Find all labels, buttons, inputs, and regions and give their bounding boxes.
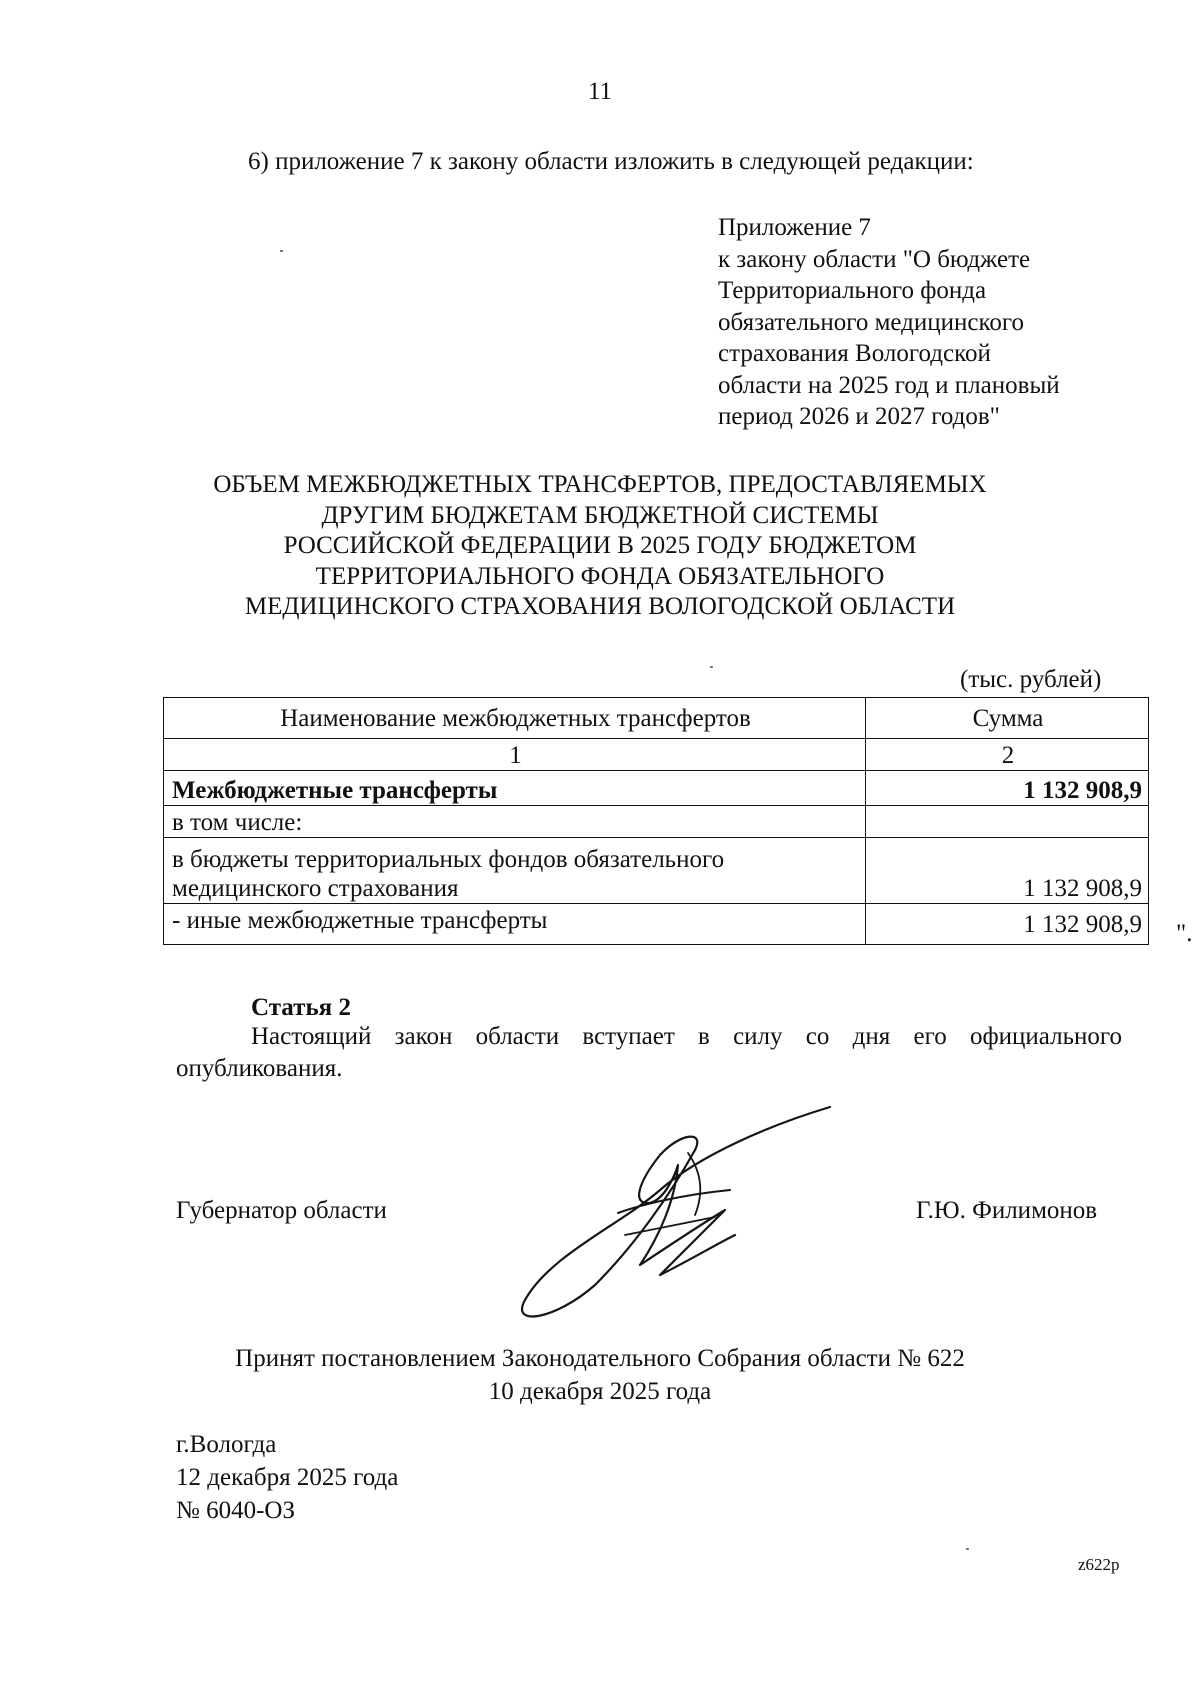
document-code: z622p: [1078, 1555, 1120, 1574]
row-name: в том числе:: [164, 806, 866, 838]
transfers-table: [163, 697, 1149, 945]
row-amount: 1 132 908,9: [866, 771, 1149, 806]
title-line: ОБЪЕМ МЕЖБЮДЖЕТНЫХ ТРАНСФЕРТОВ, ПРЕДОСТАВЛЯЕМЫХ: [213, 471, 987, 498]
adoption-note: [0, 1342, 1200, 1408]
row-amount: 1 132 908,9: [866, 838, 1149, 904]
city: г.Вологда: [176, 1431, 277, 1458]
adoption-date: 10 декабря 2025 года: [488, 1378, 712, 1405]
appendix-line: области на 2025 год и плановый: [718, 371, 1060, 399]
amendment-text: 6) приложение 7 к закону области изложить в следующей редакции:: [248, 148, 974, 175]
row-amount: 1 132 908,9: [866, 904, 1149, 945]
column-number: 2: [866, 739, 1149, 771]
title-line: РОССИЙСКОЙ ФЕДЕРАЦИИ В 2025 ГОДУ БЮДЖЕТОМ: [283, 532, 917, 559]
governor-position: Губернатор области: [176, 1197, 387, 1224]
adoption-line: Принят постановлением Законодательного Собрания области № 622: [235, 1345, 965, 1372]
article-heading: Статья 2: [251, 994, 351, 1021]
closing-quote-mark: ".: [1176, 920, 1193, 947]
row-amount: [866, 806, 1149, 838]
table-row: [164, 904, 1149, 945]
handwritten-signature: [500, 1095, 840, 1325]
row-name: - иные межбюджетные трансферты: [164, 904, 866, 945]
title-line: ДРУГИМ БЮДЖЕТАМ БЮДЖЕТНОЙ СИСТЕМЫ: [321, 501, 879, 529]
place-date-number: [176, 1428, 398, 1527]
table-row: [164, 806, 1149, 838]
signing-date: 12 декабря 2025 года: [176, 1464, 399, 1491]
scan-speck: [710, 666, 713, 668]
appendix-line: страхования Вологодской: [718, 340, 991, 367]
title-line: МЕДИЦИНСКОГО СТРАХОВАНИЯ ВОЛОГОДСКОЙ ОБЛАСТИ: [244, 593, 956, 620]
header-amount: Сумма: [866, 698, 1149, 739]
column-number-row: [164, 739, 1149, 771]
title-line: ТЕРРИТОРИАЛЬНОГО ФОНДА ОБЯЗАТЕЛЬНОГО: [315, 562, 885, 590]
appendix-line: обязательного медицинского: [718, 308, 1025, 336]
column-number: 1: [164, 739, 866, 771]
appendix-line: Приложение 7: [718, 214, 871, 241]
table-unit: (тыс. рублей): [960, 666, 1102, 693]
governor-name: Г.Ю. Филимонов: [916, 1197, 1098, 1224]
appendix-reference: [718, 212, 1060, 433]
page-number: 11: [587, 78, 613, 105]
table-header-row: [164, 698, 1149, 739]
header-name: Наименование межбюджетных трансфертов: [164, 698, 866, 739]
appendix-line: период 2026 и 2027 годов": [718, 403, 1000, 430]
row-name: Межбюджетные трансферты: [164, 771, 866, 806]
scan-speck: [966, 1548, 969, 1550]
appendix-line: Территориального фонда: [718, 277, 987, 304]
document-title: [0, 470, 1200, 623]
scan-speck: [280, 250, 283, 252]
appendix-line: к закону области "О бюджете: [718, 245, 1031, 273]
article-text: Настоящий закон области вступает в силу со дня его официального опубликования.: [176, 1023, 1122, 1082]
row-name: в бюджеты территориальных фондов обязательного медицинского страхования: [164, 838, 866, 904]
table-row: [164, 838, 1149, 904]
table-row: [164, 771, 1149, 806]
law-number: № 6040-ОЗ: [176, 1497, 296, 1524]
